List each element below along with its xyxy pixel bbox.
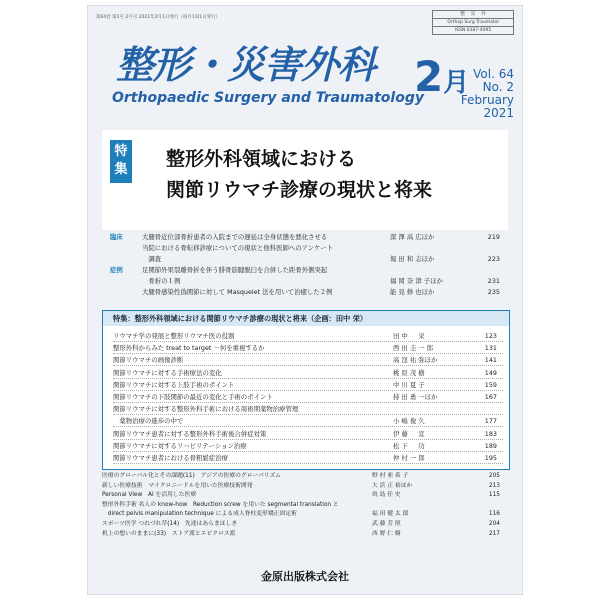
other-item-title: direct pelvis manipulation technique による成人脊柱変形矯正固定術 (102, 511, 297, 518)
feature-badge (110, 140, 132, 183)
toc-row (102, 243, 508, 254)
feature-toc-item (113, 380, 503, 391)
toc-category: 臨床 (110, 233, 123, 241)
volume-number-block (440, 68, 514, 120)
feature-toc-item (113, 355, 503, 366)
magazine-cover (88, 6, 522, 594)
feature-item-title: 関節リウマチの下肢関節の最近の変化と手術のポイント (113, 393, 273, 401)
dotted-separator (113, 341, 503, 342)
toc-row (102, 276, 508, 287)
toc-title: 骨折の１例 (142, 277, 181, 285)
toc-page: 223 (487, 255, 500, 263)
feature-item-page: 149 (484, 368, 497, 377)
month-kanji: 月 (443, 68, 470, 98)
publication-info: 第64巻 第2号 2月号 2021年2月1日発行（毎月1回1日発行） (96, 15, 221, 20)
feature-title-line2: 関節リウマチ診療の現状と将来 (166, 179, 433, 201)
dotted-separator (113, 390, 503, 391)
feature-item-title: 関節リウマチに対する手術療法の変化 (113, 368, 222, 377)
feature-toc-item (113, 404, 503, 415)
toc-title: 調査 (142, 255, 162, 263)
toc-title: 大腿骨近位部骨折患者の入院までの遅延は全身状態を悪化させる (142, 233, 328, 241)
other-item-title: スポーツ医学 つれづれ草(14) 先達はあらまほしき (102, 520, 238, 527)
feature-item-title: 関節リウマチ患者における骨粗鬆症治療 (113, 454, 229, 462)
feature-toc-item (113, 392, 503, 403)
other-toc-row (102, 472, 508, 482)
feature-toc-heading: 特集：整形外科領域における関節リウマチ診療の現状と将来（企画：田中 栄） (103, 311, 509, 326)
feature-item-page: 159 (484, 380, 497, 389)
feature-item-author: 西 田 圭 一 郎 (393, 344, 434, 353)
issn-line: ISSN 0387-4095 (432, 26, 514, 35)
dotted-separator (113, 463, 503, 464)
feature-item-title: 関節リウマチに対する整形外科手術における周術期薬物治療管理 (113, 405, 299, 414)
other-item-author: 野 村 亜 希 子 (372, 473, 409, 479)
toc-author: 能 見 修 也ほか (390, 288, 435, 296)
issue-number: No. 2 (482, 80, 514, 94)
other-toc-row (102, 530, 508, 540)
other-toc-row (102, 491, 508, 501)
toc-author: 深 澤 高 広ほか (390, 233, 435, 241)
feature-item-page: 141 (484, 356, 497, 365)
other-toc-row (102, 501, 508, 511)
other-item-page: 115 (488, 492, 500, 499)
other-item-page: 213 (488, 482, 500, 489)
other-item-page: 116 (488, 511, 500, 518)
feature-item-title: 関節リウマチの画像診断 (113, 356, 184, 365)
feature-item-author: 伊 藤 宣 (393, 429, 425, 438)
feature-toc-item (113, 331, 503, 342)
toc-row (102, 287, 508, 298)
dotted-separator (113, 426, 503, 427)
dotted-separator (113, 439, 503, 440)
feature-item-page: 131 (484, 344, 497, 353)
feature-toc-item (113, 343, 503, 354)
dotted-separator (113, 365, 503, 366)
toc-page: 231 (487, 277, 500, 285)
other-item-title: 新しい医療技術 マイクロニードルを用いた医療技術開発 (102, 482, 253, 489)
issn-line: 整 災 外 (432, 10, 514, 18)
other-item-author: 眞 島 任 史 (372, 492, 401, 499)
toc-author: 福 岡 奈 津 子ほか (390, 277, 443, 285)
other-item-page: 205 (488, 473, 500, 479)
clinical-toc (102, 232, 508, 298)
toc-row (102, 232, 508, 243)
other-toc-row (102, 510, 508, 520)
feature-item-author: 仲 村 一 郎 (393, 454, 425, 462)
other-item-title: 机上の想いのままに(33) ストア派とエピクロス派 (102, 530, 236, 537)
feature-item-page: 123 (484, 332, 497, 340)
other-item-author: 福 田 健 太 郎 (372, 511, 409, 518)
toc-page: 219 (487, 233, 500, 241)
feature-badge-top: 特 (114, 144, 128, 159)
feature-item-author: 田 中 栄 (393, 332, 425, 340)
feature-item-author: 高 窪 祐 弥ほか (393, 356, 438, 365)
feature-item-title: 薬物治療の進歩の中で (113, 417, 184, 426)
issn-line: Orthop Surg Traumatol (432, 18, 514, 26)
other-item-author: 武 藤 芳 照 (372, 520, 401, 527)
feature-item-page: 189 (484, 441, 497, 450)
feature-toc-item (113, 441, 503, 452)
other-item-title: 医療のグローバル化とその課題(11) アジアの医療のグローバリズム (102, 473, 282, 479)
toc-title: 大腿骨感染性偽関節に対して Masquelet 法を用いて治癒した２例 (142, 288, 333, 296)
toc-author: 堀 田 和 志ほか (390, 255, 435, 263)
feature-item-author: 持 田 勇 一ほか (393, 393, 438, 401)
feature-item-title: 整形外科からみた treat to target －何を重視するか (113, 344, 265, 353)
toc-title: 足関節外果裂離骨折を伴う腓骨筋腱脱臼を合併した距骨外側突起 (142, 266, 328, 274)
dotted-separator (113, 414, 503, 415)
feature-toc-item (113, 453, 503, 464)
feature-item-title: 関節リウマチに対するリハビリテーション治療 (113, 441, 247, 450)
feature-item-title: 関節リウマチ患者に対する整形外科手術後合併症対策 (113, 429, 267, 438)
other-item-page: 204 (488, 520, 500, 527)
other-item-author: 大 浜 正 裕ほか (372, 482, 413, 489)
toc-page: 235 (487, 288, 500, 296)
feature-item-page: 177 (484, 417, 497, 426)
other-toc-row (102, 520, 508, 530)
volume: Vol. 64 (473, 67, 514, 81)
dotted-separator (113, 451, 503, 452)
feature-title-line1: 整形外科領域における (166, 148, 357, 170)
feature-item-author: 小 嶋 俊 久 (393, 417, 425, 426)
issue-date-english: February 2021 (460, 93, 514, 120)
feature-item-title: 関節リウマチに対する上肢手術のポイント (113, 380, 235, 389)
other-item-title: Personal View AI を活用した医療 (102, 492, 197, 499)
feature-toc-item (113, 429, 503, 440)
feature-badge-bottom: 集 (114, 162, 128, 177)
feature-panel (102, 130, 508, 230)
feature-item-page: 195 (484, 454, 497, 462)
feature-item-author: 中 川 夏 子 (393, 380, 425, 389)
toc-title: 当院における骨転移診療についての現状と他科医師へのアンケート (142, 244, 334, 252)
feature-toc-item (113, 368, 503, 379)
publisher-name: 金原出版株式会社 (261, 570, 349, 583)
month-number: 2 (414, 52, 444, 101)
feature-item-page: 183 (484, 429, 497, 438)
journal-title-english: Orthopaedic Surgery and Traumatology (112, 90, 424, 106)
feature-title (166, 144, 432, 206)
feature-item-author: 桃 原 茂 樹 (393, 368, 425, 377)
toc-row (102, 254, 508, 265)
dotted-separator (113, 402, 503, 403)
feature-item-author: 松 下 功 (393, 441, 425, 450)
dotted-separator (113, 353, 503, 354)
other-item-author: 西 野 仁 樹 (372, 530, 401, 537)
feature-toc-box (102, 310, 510, 470)
other-toc-row (102, 482, 508, 492)
other-articles-toc (102, 472, 508, 539)
other-item-page: 217 (488, 530, 500, 537)
dotted-separator (113, 378, 503, 379)
feature-item-page: 167 (484, 393, 497, 401)
issn-box (432, 10, 514, 35)
journal-title-japanese: 整形・災害外科 (116, 43, 376, 87)
toc-row (102, 265, 508, 276)
feature-item-title: リウマチ学の発展と整形リウマチ医の役割 (113, 332, 235, 340)
toc-category: 症例 (110, 266, 123, 274)
other-item-title: 整形外科手術 名人の know-how Reduction screw を用いた segmental translation と (102, 501, 339, 508)
feature-toc-item (113, 416, 503, 427)
